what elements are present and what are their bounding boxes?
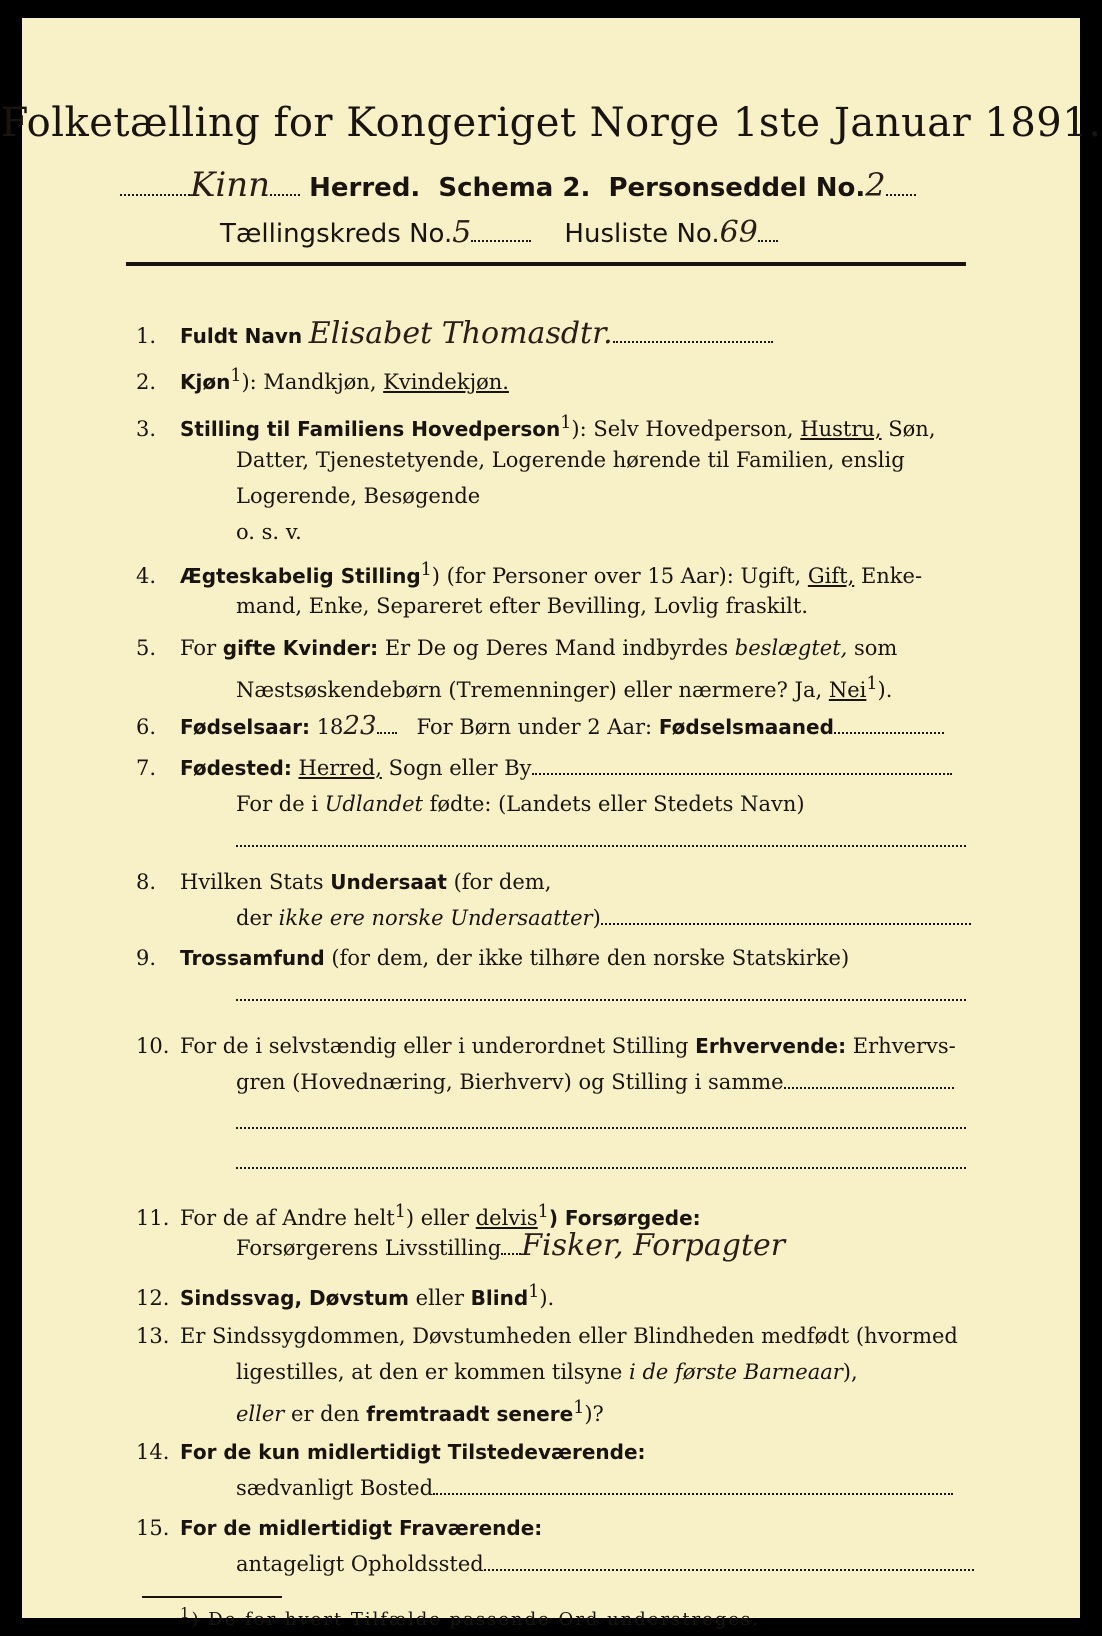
question-5: 5. For gifte Kvinder: Er De og Deres Mand indbyrdes beslægtet, som xyxy=(136,636,898,660)
question-3-line-3: Logerende, Besøgende xyxy=(236,484,481,508)
question-13: 13. Er Sindssygdommen, Døvstumheden eller Blindheden medfødt (hvormed xyxy=(136,1324,958,1348)
question-9: 9. Trossamfund (for dem, der ikke tilhøre den norske Statskirke) xyxy=(136,946,850,970)
question-15-line-2: antageligt Opholdssted xyxy=(236,1550,974,1578)
schema-label: Schema 2. xyxy=(438,173,591,203)
nei-underlined: Nei xyxy=(828,678,867,702)
question-9-blank-line xyxy=(236,980,966,1008)
question-14-line-2: sædvanligt Bosted xyxy=(236,1474,953,1502)
question-10-blank-line-1 xyxy=(236,1108,966,1136)
question-12: 12. Sindssvag, Døvstum eller Blind$^1$). xyxy=(136,1282,555,1310)
form-title: Folketælling for Kongeriget Norge 1ste Januar 1891. xyxy=(0,100,1102,146)
question-4-line-2: mand, Enke, Separeret efter Bevilling, Lovlig fraskilt. xyxy=(236,594,809,618)
kreds-label: Tællingskreds No. xyxy=(220,219,453,249)
question-10-blank-line-2 xyxy=(236,1148,966,1176)
husliste-value: 69 xyxy=(719,215,758,250)
personseddel-value: 2 xyxy=(865,166,886,204)
question-3: 3. Stilling til Familiens Hovedperson$^1$): Selv Hovedperson, Hustru, Søn, xyxy=(136,413,936,441)
question-15: 15. For de midlertidigt Fraværende: xyxy=(136,1516,543,1540)
question-4: 4. Ægteskabelig Stilling$^1$) (for Personer over 15 Aar): Ugift, Gift, Enke- xyxy=(136,560,923,588)
hustru-underlined: Hustru, xyxy=(800,417,882,441)
question-7: 7. Fødested: Herred, Sogn eller By xyxy=(136,754,986,782)
herred-line xyxy=(120,165,980,205)
kreds-line xyxy=(220,215,900,250)
question-3-line-2: Datter, Tjenestetyende, Logerende hørende til Familien, enslig xyxy=(236,448,905,472)
husliste-label: Husliste No. xyxy=(564,219,720,249)
question-5-line-2: Næstsøskendebørn (Tremenninger) eller nærmere? Ja, Nei$^1$). xyxy=(236,674,893,702)
question-13-line-2: ligestilles, at den er kommen tilsyne i de første Barneaar), xyxy=(236,1360,858,1384)
question-1: 1. Fuldt Navn Elisabet Thomasdtr. xyxy=(136,320,986,350)
question-8: 8. Hvilken Stats Undersaat (for dem, xyxy=(136,870,552,894)
gift-underlined: Gift, xyxy=(807,564,855,588)
question-6: 6. Fødselsaar: 1823 For Børn under 2 Aar: Fødselsmaaned xyxy=(136,712,986,741)
herred-label: Herred. xyxy=(309,173,421,203)
header-rule xyxy=(126,262,966,266)
question-10-line-2: gren (Hovednæring, Bierhverv) og Stilling i samme xyxy=(236,1068,954,1096)
question-8-line-2: der ikke ere norske Undersaatter) xyxy=(236,904,971,932)
footnote-rule xyxy=(142,1596,282,1598)
delvis-underlined: delvis xyxy=(475,1206,538,1230)
question-11: 11. For de af Andre helt$^1$) eller delvis$^1$) Forsørgede: xyxy=(136,1202,701,1230)
question-3-line-4: o. s. v. xyxy=(236,520,302,544)
question-14: 14. For de kun midlertidigt Tilstedeværende: xyxy=(136,1440,646,1464)
question-11-line-2: Forsørgerens Livsstilling Fisker, Forpagter xyxy=(236,1228,786,1263)
footnote: $^1$) De for hvert Tilfælde passende Ord understreges. xyxy=(180,1604,760,1630)
question-10: 10. For de i selvstændig eller i underordnet Stilling Erhvervende: Erhvervs- xyxy=(136,1034,956,1058)
question-7-blank-line xyxy=(236,826,966,854)
herred-underlined: Herred, xyxy=(298,756,382,780)
birth-year-value: 23 xyxy=(343,711,377,741)
personseddel-label: Personseddel No. xyxy=(608,173,866,203)
herred-value: Kinn xyxy=(190,165,271,205)
provider-occupation-value: Fisker, Forpagter xyxy=(521,1228,786,1263)
kreds-value: 5 xyxy=(452,215,472,250)
kvindekjon-underlined: Kvindekjøn. xyxy=(383,370,509,394)
question-13-line-3: eller er den fremtraadt senere$^1$)? xyxy=(236,1398,604,1426)
full-name-value: Elisabet Thomasdtr. xyxy=(308,316,613,351)
question-7-line-2: For de i Udlandet fødte: (Landets eller Stedets Navn) xyxy=(236,792,805,816)
question-2: 2. Kjøn$^1$): Mandkjøn, Kvindekjøn. xyxy=(136,366,509,394)
